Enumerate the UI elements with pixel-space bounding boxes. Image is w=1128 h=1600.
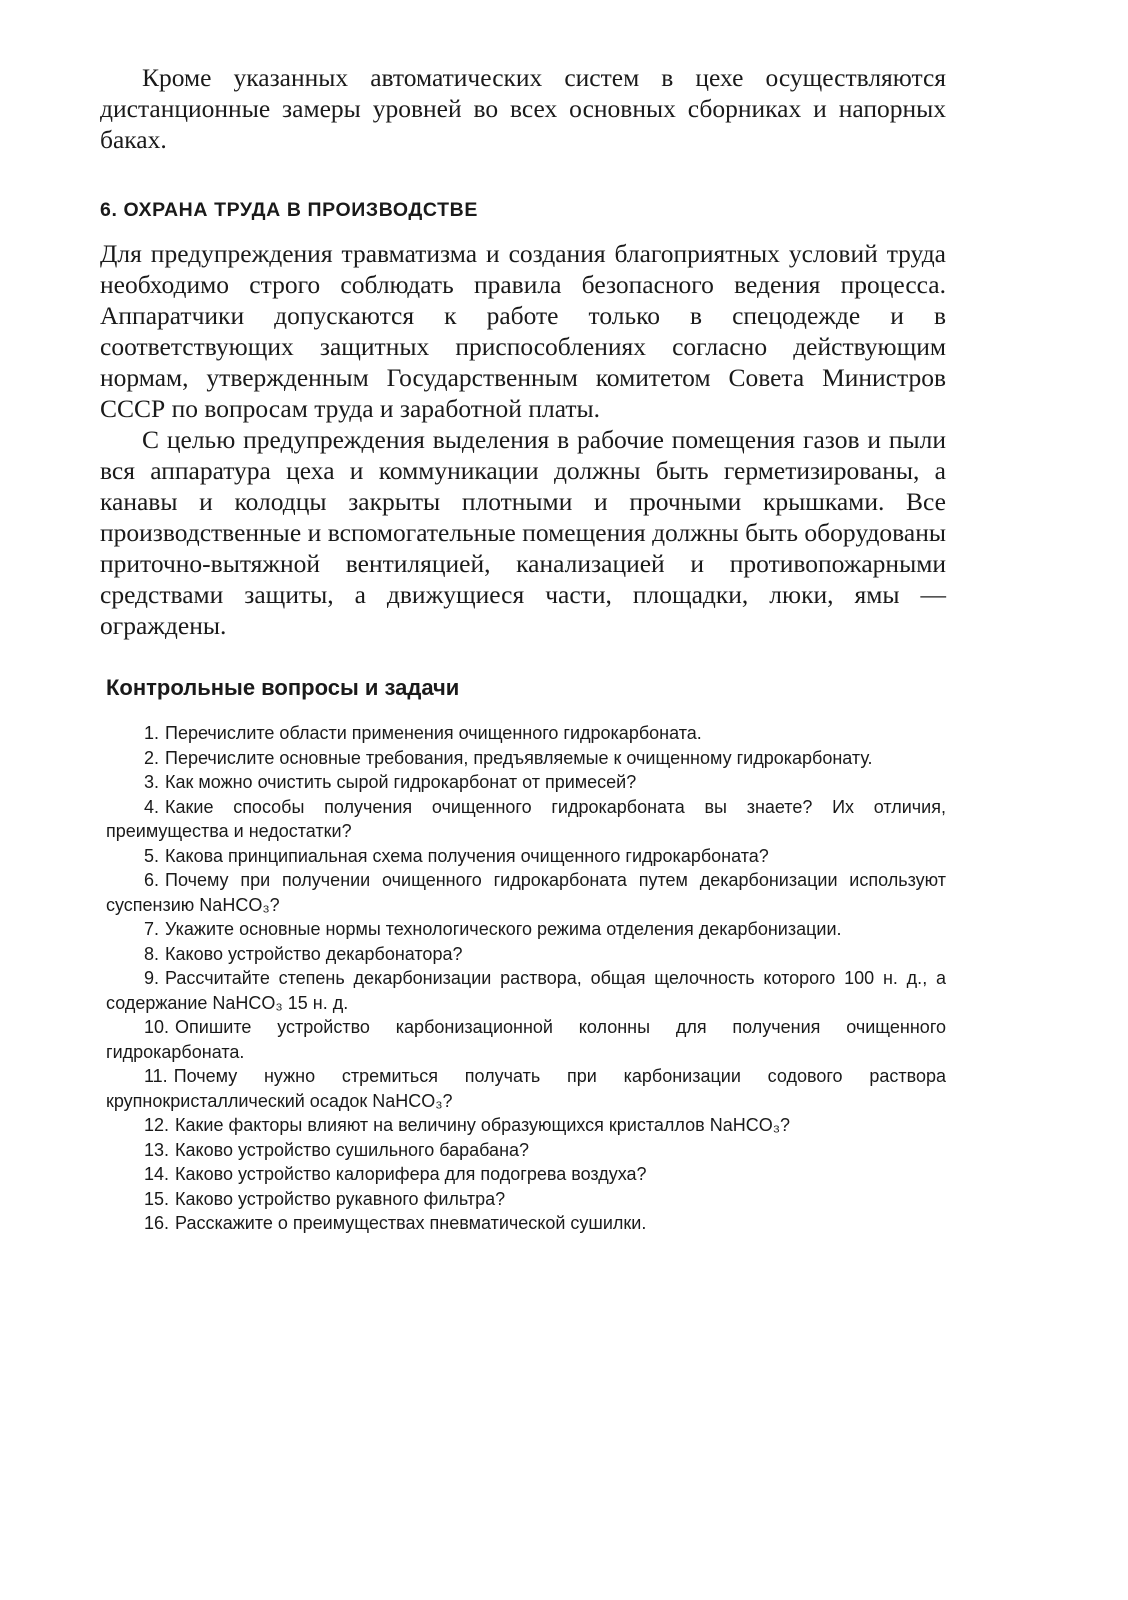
question-item	[106, 1138, 946, 1163]
question-item	[106, 1064, 946, 1113]
section-title: 6. ОХРАНА ТРУДА В ПРОИЗВОДСТВЕ	[100, 199, 478, 221]
question-item	[106, 1211, 946, 1236]
question-item	[106, 746, 946, 771]
question-text: Каково устройство калорифера для подогрева воздуха?	[175, 1164, 647, 1184]
question-number: 6.	[144, 870, 160, 890]
question-item	[106, 844, 946, 869]
questions-title: Контрольные вопросы и задачи	[106, 675, 460, 700]
question-number: 8.	[144, 943, 160, 964]
question-number: 11.	[144, 1066, 168, 1086]
question-item	[106, 795, 946, 844]
question-item	[106, 917, 946, 942]
question-number: 1.	[144, 723, 160, 743]
section-paragraph-1: Для предупреждения травматизма и создания благоприятных условий труда необходимо строго соблюдать правила безопасного ведения процесса. Аппаратчики допускаются к работе только в спецодежде и в соответствующих защитных приспособлениях согласно действующим нормам, утвержденным Государственным комитетом Совета Министров СССР по вопросам труда и заработной платы.	[100, 239, 946, 423]
section-paragraph-2: С целью предупреждения выделения в рабочие помещения газов и пыли вся аппаратура цеха и коммуникации должны быть герметизированы, а канавы и колодцы закрыты плотными и прочными крышками. Все производственные и вспомогательные помещения должны быть оборудованы приточно-вытяжной вентиляцией, канализацией и противопожарными средствами защиты, а движущиеся части, площадки, люки, ямы — ограждены.	[100, 425, 946, 640]
question-number: 2.	[144, 747, 160, 768]
question-number: 15.	[144, 1188, 170, 1209]
question-item	[106, 1187, 946, 1212]
question-item	[106, 966, 946, 1015]
question-text: Перечислите области применения очищенного гидрокарбоната.	[165, 723, 702, 743]
question-number: 14.	[144, 1164, 170, 1184]
question-item	[106, 942, 946, 967]
intro-paragraph: Кроме указанных автоматических систем в цехе осуществляются дистанционные замеры уровней во всех основных сборниках и напорных баках.	[100, 63, 946, 154]
question-number: 10.	[144, 1017, 170, 1037]
question-number: 12.	[144, 1115, 170, 1135]
question-item	[106, 721, 946, 746]
questions-list	[106, 721, 946, 1236]
question-item	[106, 1113, 946, 1138]
question-text: Расскажите о преимуществах пневматической сушилки.	[175, 1213, 647, 1233]
question-number: 9.	[144, 968, 160, 988]
question-text: Какие способы получения очищенного гидрокарбоната вы знаете? Их отличия, преимущества и недостатки?	[106, 796, 946, 841]
question-item	[106, 1015, 946, 1064]
question-text: Каково устройство рукавного фильтра?	[175, 1188, 506, 1209]
question-text: Рассчитайте степень декарбонизации раствора, общая щелочность которого 100 н. д., а содержание NaHCO₃ 15 н. д.	[106, 968, 946, 1013]
document-page	[100, 62, 946, 1236]
question-item	[106, 1162, 946, 1187]
question-number: 16.	[144, 1213, 170, 1233]
question-text: Какие факторы влияют на величину образующихся кристаллов NaHCO₃?	[175, 1115, 791, 1135]
question-text: Почему нужно стремиться получать при карбонизации содового раствора крупнокристаллический осадок NaHCO₃?	[106, 1066, 946, 1111]
question-text: Каково устройство сушильного барабана?	[175, 1139, 530, 1160]
question-text: Как можно очистить сырой гидрокарбонат от примесей?	[165, 772, 637, 792]
question-item	[106, 770, 946, 795]
question-text: Какова принципиальная схема получения очищенного гидрокарбоната?	[165, 845, 769, 866]
question-item	[106, 868, 946, 917]
question-number: 4.	[144, 796, 160, 817]
question-text: Укажите основные нормы технологического режима отделения декарбонизации.	[165, 919, 842, 939]
question-number: 13.	[144, 1139, 170, 1160]
question-text: Опишите устройство карбонизационной колонны для получения очищенного гидрокарбоната.	[106, 1017, 946, 1062]
question-text: Каково устройство декарбонатора?	[165, 943, 463, 964]
question-text: Почему при получении очищенного гидрокарбоната путем декарбонизации используют суспензию NaHCO₃?	[106, 870, 946, 915]
question-number: 3.	[144, 772, 160, 792]
question-text: Перечислите основные требования, предъявляемые к очищенному гидрокарбонату.	[165, 747, 873, 768]
question-number: 7.	[144, 919, 160, 939]
question-number: 5.	[144, 845, 160, 866]
